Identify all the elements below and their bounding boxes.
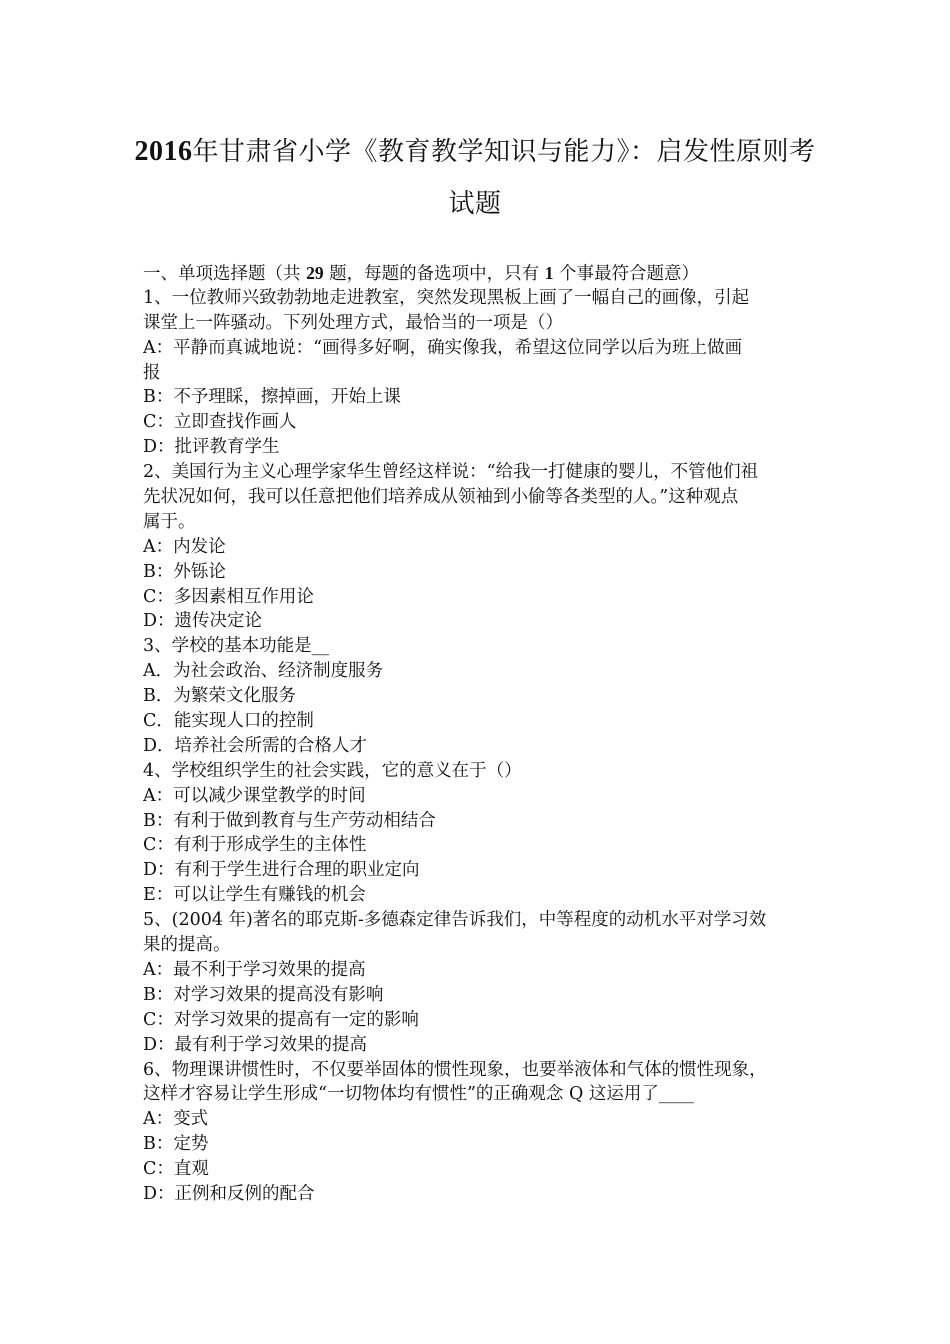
question-4-option-b: B：有利于做到教育与生产劳动相结合 bbox=[143, 810, 436, 831]
question-1-stem-line-2: 课堂上一阵骚动。下列处理方式，最恰当的一项是（） bbox=[143, 312, 563, 333]
question-1-stem-line-1: 1、一位教师兴致勃勃地走进教室，突然发现黑板上画了一幅自己的画像，引起 bbox=[143, 287, 750, 308]
question-5-option-c: C：对学习效果的提高有一定的影响 bbox=[143, 1009, 419, 1030]
question-6-option-d: D：正例和反例的配合 bbox=[143, 1183, 315, 1204]
question-4-option-a: A：可以减少课堂教学的时间 bbox=[143, 785, 366, 806]
title-text: 年甘肃省小学《教育教学知识与能力》：启发性原则考 bbox=[192, 137, 816, 167]
question-1-option-a: A：平静而真诚地说：“画得多好啊，确实像我，希望这位同学以后为班上做画 bbox=[143, 337, 743, 358]
document-title-line-1 bbox=[110, 137, 840, 167]
section-heading-pre: 一、单项选择题（共 bbox=[143, 264, 307, 284]
question-5-option-b: B：对学习效果的提高没有影响 bbox=[143, 984, 384, 1005]
question-3-option-c: C．能实现人口的控制 bbox=[143, 711, 314, 732]
question-1-option-b: B：不予理睬，擦掉画，开始上课 bbox=[143, 387, 401, 408]
document-body bbox=[143, 261, 815, 1207]
question-2-stem-line-1: 2、美国行为主义心理学家华生曾经这样说：“给我一打健康的婴儿，不管他们祖 bbox=[143, 462, 759, 483]
document-title-line-2: 试题 bbox=[448, 189, 502, 219]
section-heading-post: 个事最符合题意） bbox=[553, 264, 699, 284]
question-6-stem-line-2: 这样才容易让学生形成“一切物体均有惯性”的正确观念 Q 这运用了____ bbox=[143, 1084, 694, 1105]
question-2-option-d: D：遗传决定论 bbox=[143, 611, 263, 632]
question-4-option-c: C：有利于形成学生的主体性 bbox=[143, 835, 367, 856]
question-2-option-c: C：多因素相互作用论 bbox=[143, 586, 314, 607]
question-3-stem: 3、学校的基本功能是__ bbox=[143, 636, 330, 657]
question-4-stem: 4、学校组织学生的社会实践，它的意义在于（） bbox=[143, 760, 522, 781]
question-3-option-d: D．培养社会所需的合格人才 bbox=[143, 735, 368, 756]
question-6-stem-line-1: 6、物理课讲惯性时，不仅要举固体的惯性现象，也要举液体和气体的惯性现象， bbox=[143, 1059, 767, 1080]
question-2-option-a: A：内发论 bbox=[143, 536, 226, 557]
question-4-option-d: D：有利于学生进行合理的职业定向 bbox=[143, 860, 420, 881]
question-1-option-d: D：批评教育学生 bbox=[143, 437, 280, 458]
question-1-option-c: C：立即查找作画人 bbox=[143, 412, 297, 433]
question-5-option-d: D：最有利于学习效果的提高 bbox=[143, 1034, 368, 1055]
question-2-stem-line-3: 属于。 bbox=[143, 511, 196, 532]
question-4-option-e: E：可以让学生有赚钱的机会 bbox=[143, 885, 366, 906]
section-question-count: 29 bbox=[306, 263, 324, 283]
question-5-stem-line-2: 果的提高。 bbox=[143, 935, 231, 956]
section-heading bbox=[143, 261, 815, 286]
question-2-stem-line-2: 先状况如何，我可以任意把他们培养成从领袖到小偷等各类型的人。”这种观点 bbox=[143, 487, 739, 508]
title-year: 2016 bbox=[134, 136, 193, 167]
question-6-option-c: C：直观 bbox=[143, 1159, 209, 1180]
section-answer-count: 1 bbox=[544, 263, 554, 283]
section-heading-mid: 题，每题的备选项中，只有 bbox=[323, 264, 545, 284]
question-2-option-b: B：外铄论 bbox=[143, 561, 226, 582]
question-5-stem-line-1: 5、(2004 年)著名的耶克斯-多德森定律告诉我们，中等程度的动机水平对学习效 bbox=[143, 910, 767, 931]
question-1-option-a-cont: 报 bbox=[143, 362, 161, 383]
question-5-option-a: A：最不利于学习效果的提高 bbox=[143, 959, 366, 980]
question-6-option-a: A：变式 bbox=[143, 1109, 209, 1130]
question-3-option-b: B．为繁荣文化服务 bbox=[143, 686, 296, 707]
question-3-option-a: A．为社会政治、经济制度服务 bbox=[143, 661, 384, 682]
question-6-option-b: B：定势 bbox=[143, 1134, 209, 1155]
